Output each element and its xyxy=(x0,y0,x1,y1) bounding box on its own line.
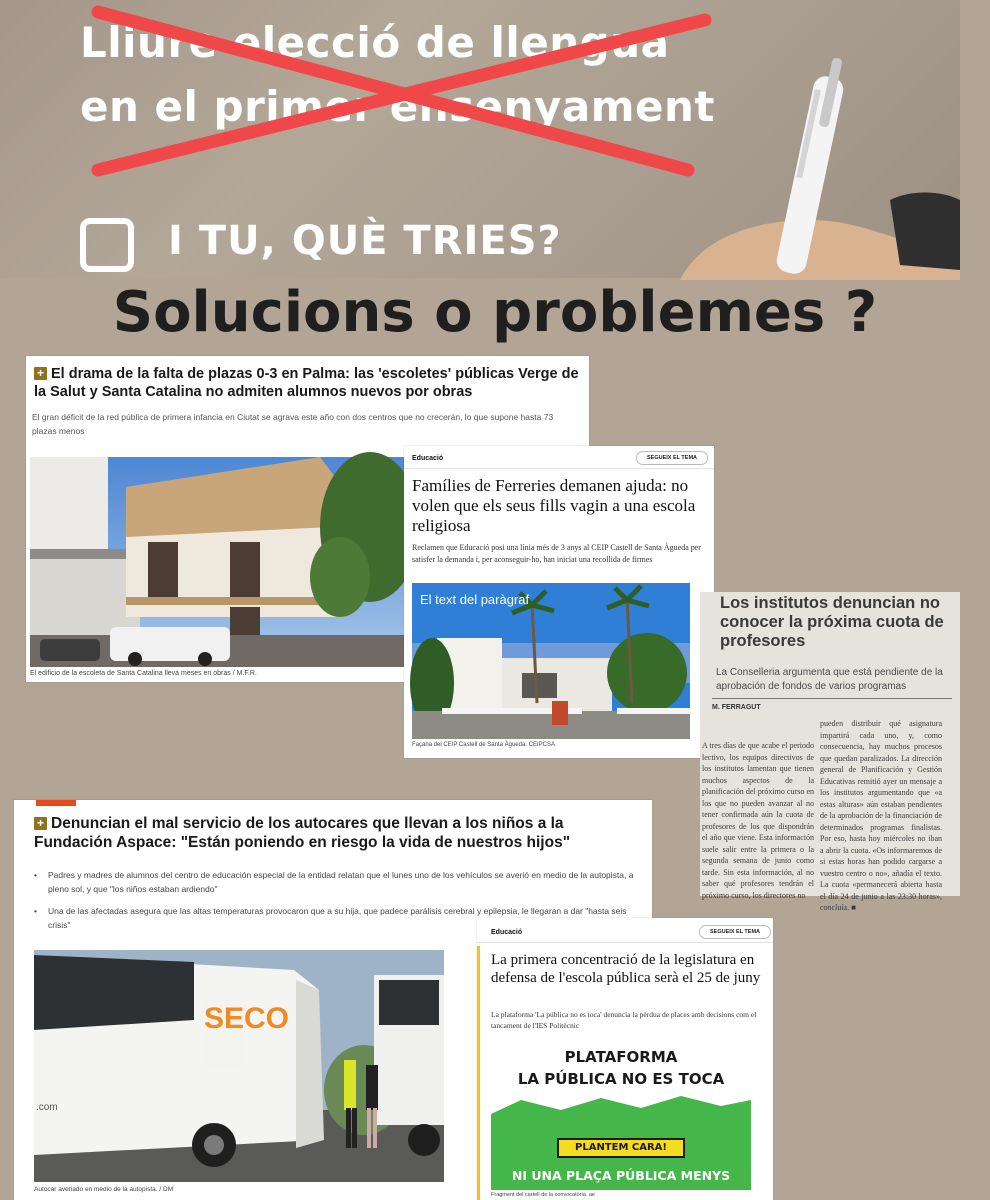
poster-bottom-line: NI UNA PLAÇA PÚBLICA MENYS xyxy=(511,1168,731,1183)
poster-line-1: PLATAFORMA xyxy=(564,1048,678,1066)
poster-badge: PLANTEM CARA! xyxy=(557,1138,685,1158)
accent-bar xyxy=(477,946,480,1200)
clip2-headline: Famílies de Ferreries demanen ajuda: no volen que els seus fills vagin a una escola religiosa xyxy=(412,476,696,535)
divider xyxy=(712,698,952,699)
page-heading: Solucions o problemes ? xyxy=(112,280,878,345)
plus-icon: + xyxy=(34,817,47,830)
brand-tab xyxy=(36,800,76,806)
bus-photo xyxy=(34,950,444,1182)
bullet-item: • Padres y madres de alumnos del centro de educación especial de la entidad relatan que el lunes uno de los vehículos se averió en medio de la autopista, a pleno sol, y que "los niños estaban ardiendo" xyxy=(34,870,634,894)
clip5-caption: Fragment del cartell de la convocatòria. ae xyxy=(491,1192,595,1198)
divider xyxy=(477,942,773,943)
bullet-icon: • xyxy=(34,870,37,880)
clip1-headline: + El drama de la falta de plazas 0-3 en Palma: las 'escoletes' públicas Verge de la Salut y Santa Catalina no admiten alumnos nuevos por obras xyxy=(34,366,579,400)
question-text: I TU, QUÈ TRIES? xyxy=(168,218,562,264)
header-banner xyxy=(0,0,960,278)
clip1-subtitle: El gran déficit de la red pública de primera infancia en Ciutat se agrava este año con dos centros que no crecerán, lo que supone hasta 73 plazas menos xyxy=(32,412,554,436)
clip3-column-2: pueden distribuir qué asignatura impartirá cada uno, y, como consecuencia, hay muchos procesos que quedan paralizados. La dirección general de Planificación y Gestión Educativas remitió ayer un mensaje a los institutos argumentando que «a estas alturas» aún estaban pendientes de la aprobación de la financiación de determinados programas finalistas. Por eso, hasta hoy miércoles no iban a abrir la cuota. «Os informaremos de si estas horas han podido cargarse a vuestro centro o no», añadía el texto. La cuota «permanecerá abierta hasta el día 24 de junio a las 23:30 horas», concluía. ■ xyxy=(820,719,942,912)
bullet-icon: • xyxy=(34,906,37,916)
clip2-section: Educació xyxy=(412,455,444,462)
clip3-byline: M. FERRAGUT xyxy=(712,704,761,711)
clip5-subtitle: La plataforma 'La pública no es toca' denuncia la pèrdua de places amb decisions com el tancament de l'IES Politècnic xyxy=(491,1010,757,1030)
photo-overlay-text: El text del paràgraf xyxy=(420,592,530,607)
building-photo xyxy=(30,457,406,667)
crossed-title-line-1: Lliure elecció de llengua xyxy=(80,18,670,67)
protest-poster xyxy=(491,1040,751,1190)
poster-line-2: LA PÚBLICA NO ES TOCA xyxy=(517,1070,725,1088)
bus-side-text: .com xyxy=(36,1102,58,1113)
news-clip-ferreries xyxy=(404,446,714,758)
checkbox-icon xyxy=(80,218,134,272)
crossed-title-line-2: en el primer ensenyament xyxy=(80,82,715,131)
clip2-caption: Façana del CEIP Castell de Santa Àgueda. CEIPCSA xyxy=(412,742,555,748)
clip5-headline: La primera concentració de la legislatura en defensa de l'escola pública serà el 25 de juny xyxy=(491,952,761,986)
follow-topic-button[interactable]: SEGUEIX EL TEMA xyxy=(699,925,771,939)
clip3-subtitle: La Conselleria argumenta que está pendiente de la aprobación de fondos de varios programas xyxy=(716,667,943,692)
clip4-headline: + Denuncian el mal servicio de los autocares que llevan a los niños a la Fundación Aspace: "Están poniendo en riesgo la vida de nuestros hijos" xyxy=(34,815,571,851)
clip3-column-1: A tres días de que acabe el periodo lectivo, los equipos directivos de los institutos lamentan que tienen muchos aspectos de la planificación del próximo curso en los que no pueden avanzar al no tener confirmada aún la cuota de profesores de los que dispondrán el año que viene. Esta información suele salir entre la primera o la segunda semana de junio como tarde. Sin esta información, al no saber qué profesores tendrán el próximo curso, los directores no xyxy=(702,741,814,900)
clip4-caption: Autocar averiado en medio de la autopista. / DM xyxy=(34,1186,174,1193)
clip1-caption: El edificio de la escoleta de Santa Catalina lleva meses en obras / M.F.R. xyxy=(30,670,257,677)
hand-with-pen-image xyxy=(640,40,960,280)
follow-topic-button[interactable]: SEGUEIX EL TEMA xyxy=(636,451,708,465)
newspaper-clip-institutos xyxy=(700,592,960,912)
bus-brand-logo: SECO xyxy=(204,1002,290,1035)
clip2-subtitle: Reclamen que Educació posi una línia més de 3 anys al CEIP Castell de Santa Àgueda per satisfer la demanda i, per aconseguir-ho, han iniciat una recollida de firmes xyxy=(412,543,701,564)
bullet-item: • Una de las afectadas asegura que las altas temperaturas provocaron que a su hija, que padece parálisis cerebral y epilepsia, le llegaran a dar "hasta seis crisis" xyxy=(34,906,627,930)
news-clip-concentracio xyxy=(477,918,773,1200)
clip5-section: Educació xyxy=(491,929,523,936)
plus-icon: + xyxy=(34,367,47,380)
divider xyxy=(404,468,714,469)
clip3-headline: Los institutos denuncian no conocer la próxima cuota de profesores xyxy=(720,594,944,650)
